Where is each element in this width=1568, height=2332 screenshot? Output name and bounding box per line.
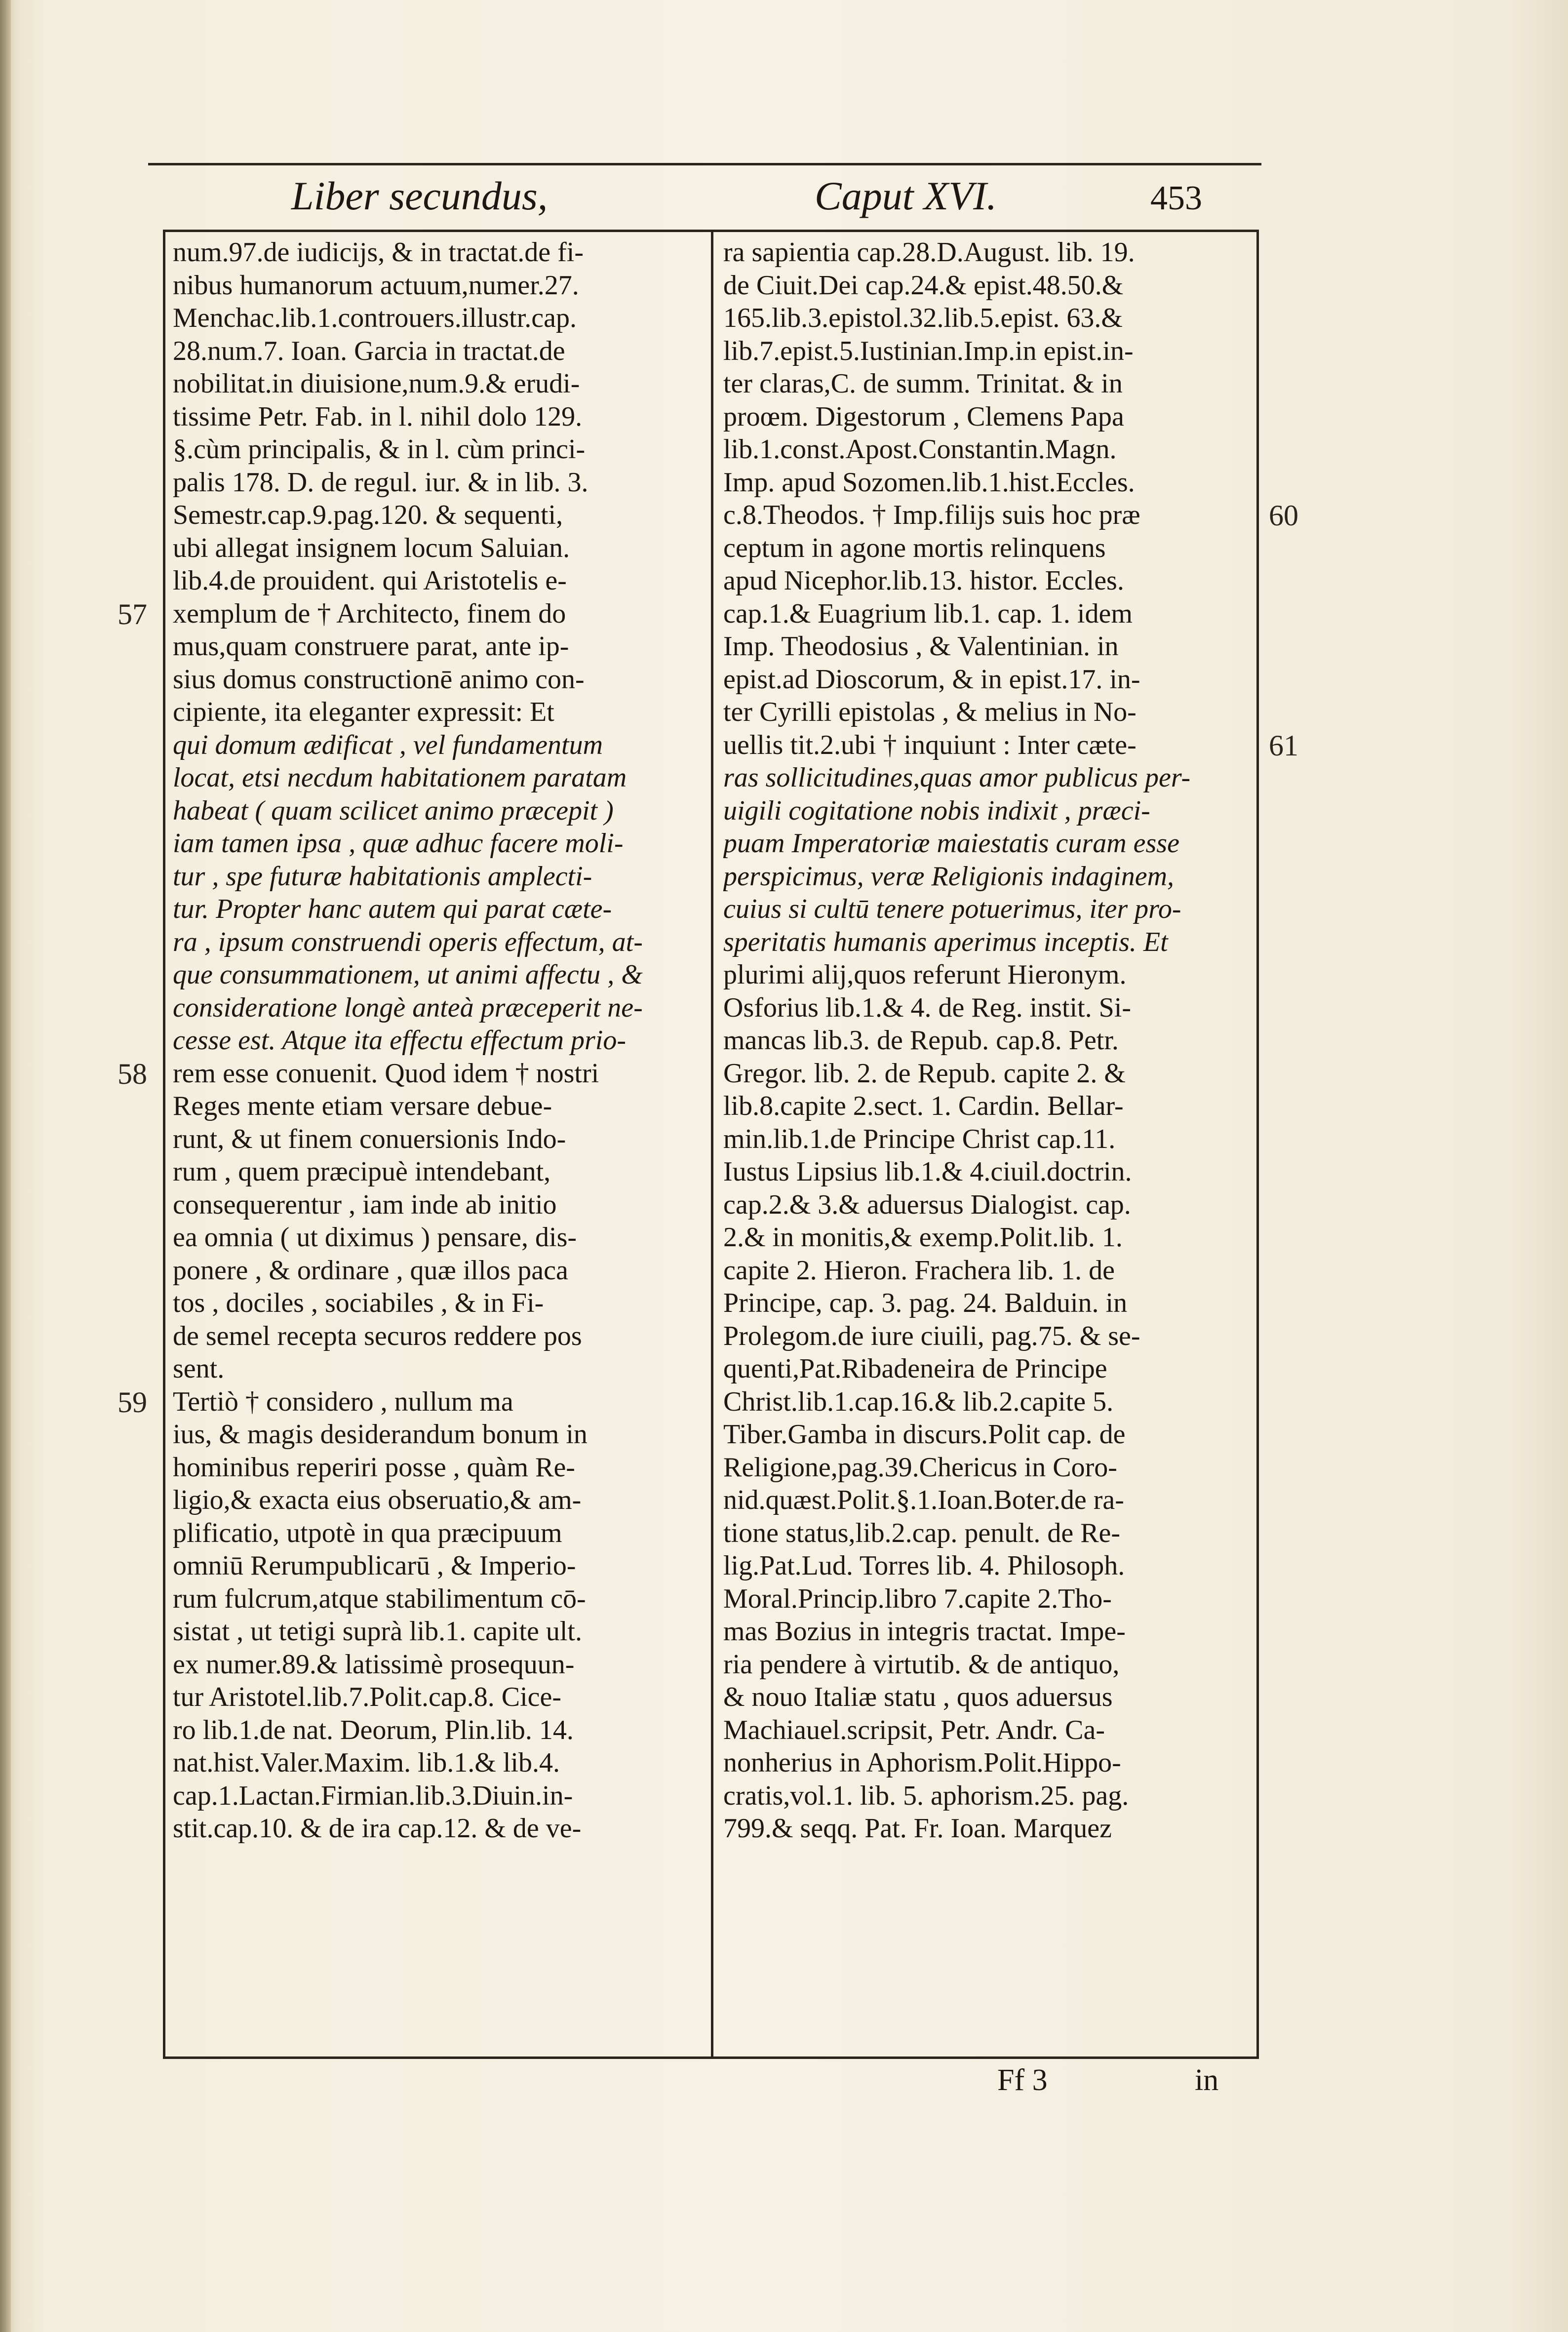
text-line: epist.ad Dioscorum, & in epist.17. in-	[723, 664, 1140, 695]
text-line: lig.Pat.Lud. Torres lib. 4. Philosoph.	[723, 1550, 1125, 1581]
text-line: ius, & magis desiderandum bonum in	[173, 1419, 588, 1450]
text-line: nid.quæst.Polit.§.1.Ioan.Boter.de ra-	[723, 1485, 1124, 1515]
text-line: nobilitat.in diuisione,num.9.& erudi-	[173, 368, 580, 399]
text-line: ro lib.1.de nat. Deorum, Plin.lib. 14.	[173, 1714, 574, 1745]
text-line: 799.& seqq. Pat. Fr. Ioan. Marquez	[723, 1813, 1112, 1844]
text-line: qui domum ædificat , vel fundamentum	[173, 729, 603, 760]
text-line: sius domus constructionē animo con-	[173, 664, 585, 695]
text-line: proœm. Digestorum , Clemens Papa	[723, 401, 1124, 432]
running-head	[0, 173, 1568, 227]
running-head-chapter: Caput XVI.	[815, 173, 997, 218]
text-line: mus,quam construere parat, ante ip-	[173, 631, 569, 662]
text-line: consideratione longè anteà præceperit ne-	[173, 992, 643, 1023]
running-head-book: Liber secundus,	[291, 173, 548, 218]
text-line: cap.2.& 3.& aduersus Dialogist. cap.	[723, 1189, 1131, 1220]
text-line: sistat , ut tetigi suprà lib.1. capite ult.	[173, 1616, 582, 1647]
text-column-right	[723, 236, 1237, 1845]
text-line: min.lib.1.de Principe Christ cap.11.	[723, 1123, 1116, 1154]
text-line: quenti,Pat.Ribadeneira de Principe	[723, 1353, 1107, 1384]
text-line: Iustus Lipsius lib.1.& 4.ciuil.doctrin.	[723, 1156, 1132, 1187]
text-line: nonherius in Aphorism.Polit.Hippo-	[723, 1747, 1121, 1778]
text-line: rem esse conuenit. Quod idem † nostri	[173, 1058, 599, 1089]
text-line: Tiber.Gamba in discurs.Polit cap. de	[723, 1419, 1126, 1450]
text-line: uigili cogitatione nobis indixit , præci-	[723, 795, 1150, 826]
text-line: tissime Petr. Fab. in l. nihil dolo 129.	[173, 401, 583, 432]
text-line: de Ciuit.Dei cap.24.& epist.48.50.&	[723, 270, 1124, 301]
text-line: palis 178. D. de regul. iur. & in lib. 3.	[173, 467, 588, 498]
text-line: mancas lib.3. de Repub. cap.8. Petr.	[723, 1025, 1119, 1056]
head-rule	[148, 163, 1261, 165]
text-line: ponere , & ordinare , quæ illos paca	[173, 1255, 568, 1286]
text-line: runt, & ut finem conuersionis Indo-	[173, 1123, 566, 1154]
text-line: tur , spe futuræ habitationis amplecti-	[173, 861, 592, 892]
text-line: cap.1.Lactan.Firmian.lib.3.Diuin.in-	[173, 1780, 573, 1811]
text-line: 165.lib.3.epistol.32.lib.5.epist. 63.&	[723, 303, 1123, 333]
text-line: plurimi alij,quos referunt Hieronym.	[723, 959, 1127, 990]
binding-gutter	[0, 0, 11, 2332]
text-line: perspicimus, veræ Religionis indaginem,	[723, 861, 1175, 892]
text-line: habeat ( quam scilicet animo præcepit )	[173, 795, 614, 826]
text-line: capite 2. Hieron. Frachera lib. 1. de	[723, 1255, 1115, 1286]
text-line: omniū Rerumpublicarū , & Imperio-	[173, 1550, 576, 1581]
margin-number-right: 61	[1269, 729, 1298, 762]
text-line: plificatio, utpotè in qua præcipuum	[173, 1517, 562, 1548]
text-line: c.8.Theodos. † Imp.filijs suis hoc præ	[723, 500, 1140, 530]
text-line: lib.1.const.Apost.Constantin.Magn.	[723, 434, 1117, 465]
text-line: cap.1.& Euagrium lib.1. cap. 1. idem	[723, 598, 1133, 629]
text-line: Christ.lib.1.cap.16.& lib.2.capite 5.	[723, 1386, 1114, 1417]
text-line: uellis tit.2.ubi † inquiunt : Inter cæte-	[723, 729, 1137, 760]
text-line: nibus humanorum actuum,numer.27.	[173, 270, 579, 301]
column-rule	[711, 230, 713, 2059]
text-line: cipiente, ita eleganter expressit: Et	[173, 697, 554, 727]
text-line: stit.cap.10. & de ira cap.12. & de ve-	[173, 1813, 582, 1844]
text-line: ra sapientia cap.28.D.August. lib. 19.	[723, 237, 1135, 268]
text-line: tur Aristotel.lib.7.Polit.cap.8. Cice-	[173, 1682, 562, 1712]
text-line: consequerentur , iam inde ab initio	[173, 1189, 557, 1220]
margin-number-right: 60	[1269, 499, 1298, 532]
text-line: apud Nicephor.lib.13. histor. Eccles.	[723, 565, 1124, 596]
text-column-left	[173, 236, 686, 1845]
text-line: tos , dociles , sociabiles , & in Fi-	[173, 1288, 544, 1318]
text-line: Imp. apud Sozomen.lib.1.hist.Eccles.	[723, 467, 1135, 498]
text-line: ter Cyrilli epistolas , & melius in No-	[723, 697, 1137, 727]
text-line: Osforius lib.1.& 4. de Reg. instit. Si-	[723, 992, 1131, 1023]
text-line: xemplum de † Architecto, finem do	[173, 598, 566, 629]
text-line: sent.	[173, 1353, 225, 1384]
text-line: de semel recepta securos reddere pos	[173, 1320, 582, 1351]
page-number: 453	[1150, 179, 1202, 217]
text-line: mas Bozius in integris tractat. Impe-	[723, 1616, 1126, 1647]
text-line: locat, etsi necdum habitationem paratam	[173, 762, 627, 793]
text-line: & nouo Italiæ statu , quos aduersus	[723, 1682, 1113, 1712]
text-line: que consummationem, ut animi affectu , &	[173, 959, 643, 990]
text-line: cesse est. Atque ita effectu effectum prio-	[173, 1025, 627, 1056]
text-line: Tertiò † considero , nullum ma	[173, 1386, 513, 1417]
text-line: Moral.Princip.libro 7.capite 2.Tho-	[723, 1583, 1112, 1614]
text-line: Principe, cap. 3. pag. 24. Balduin. in	[723, 1288, 1128, 1318]
text-line: Imp. Theodosius , & Valentinian. in	[723, 631, 1119, 662]
text-line: 2.& in monitis,& exemp.Polit.lib. 1.	[723, 1222, 1123, 1253]
text-line: ras sollicitudines,quas amor publicus per-	[723, 762, 1191, 793]
text-line: num.97.de iudicijs, & in tractat.de fi-	[173, 237, 584, 268]
text-line: tione status,lib.2.cap. penult. de Re-	[723, 1517, 1121, 1548]
text-line: puam Imperatoriæ maiestatis curam esse	[723, 828, 1179, 859]
text-line: iam tamen ipsa , quæ adhuc facere moli-	[173, 828, 624, 859]
text-line: ligio,& exacta eius obseruatio,& am-	[173, 1485, 582, 1515]
text-line: Reges mente etiam versare debue-	[173, 1091, 552, 1121]
text-line: 28.num.7. Ioan. Garcia in tractat.de	[173, 335, 565, 366]
text-line: ex numer.89.& latissimè prosequun-	[173, 1649, 575, 1680]
text-line: ra , ipsum construendi operis effectum, at-	[173, 926, 643, 957]
text-line: nat.hist.Valer.Maxim. lib.1.& lib.4.	[173, 1747, 560, 1778]
text-line: lib.8.capite 2.sect. 1. Cardin. Bellar-	[723, 1091, 1124, 1121]
text-line: speritatis humanis aperimus inceptis. Et	[723, 926, 1168, 957]
text-line: ubi allegat insignem locum Saluian.	[173, 532, 570, 563]
text-line: ceptum in agone mortis relinquens	[723, 532, 1106, 563]
catchword: in	[1195, 2063, 1219, 2097]
text-line: ter claras,C. de summ. Trinitat. & in	[723, 368, 1123, 399]
text-line: lib.4.de prouident. qui Aristotelis e-	[173, 565, 567, 596]
margin-number-left: 59	[118, 1385, 147, 1419]
text-line: ea omnia ( ut diximus ) pensare, dis-	[173, 1222, 577, 1253]
text-line: hominibus reperiri posse , quàm Re-	[173, 1452, 575, 1483]
text-line: rum , quem præcipuè intendebant,	[173, 1156, 551, 1187]
text-line: cratis,vol.1. lib. 5. aphorism.25. pag.	[723, 1780, 1129, 1811]
text-line: Prolegom.de iure ciuili, pag.75. & se-	[723, 1320, 1140, 1351]
text-line: Menchac.lib.1.controuers.illustr.cap.	[173, 303, 577, 333]
text-line: ria pendere à virtutib. & de antiquo,	[723, 1649, 1120, 1680]
text-line: §.cùm principalis, & in l. cùm princi-	[173, 434, 586, 465]
text-line: lib.7.epist.5.Iustinian.Imp.in epist.in-	[723, 335, 1134, 366]
text-line: Gregor. lib. 2. de Repub. capite 2. &	[723, 1058, 1126, 1089]
margin-number-left: 58	[118, 1057, 147, 1090]
margin-number-left: 57	[118, 597, 147, 631]
text-line: Semestr.cap.9.pag.120. & sequenti,	[173, 500, 563, 530]
text-line: Machiauel.scripsit, Petr. Andr. Ca-	[723, 1714, 1105, 1745]
text-line: Religione,pag.39.Chericus in Coro-	[723, 1452, 1117, 1483]
text-line: rum fulcrum,atque stabilimentum cō-	[173, 1583, 586, 1614]
text-line: tur. Propter hanc autem qui parat cæte-	[173, 894, 612, 924]
signature-mark: Ff 3	[997, 2063, 1048, 2097]
text-line: cuius si cultū tenere potuerimus, iter pro-	[723, 894, 1181, 924]
